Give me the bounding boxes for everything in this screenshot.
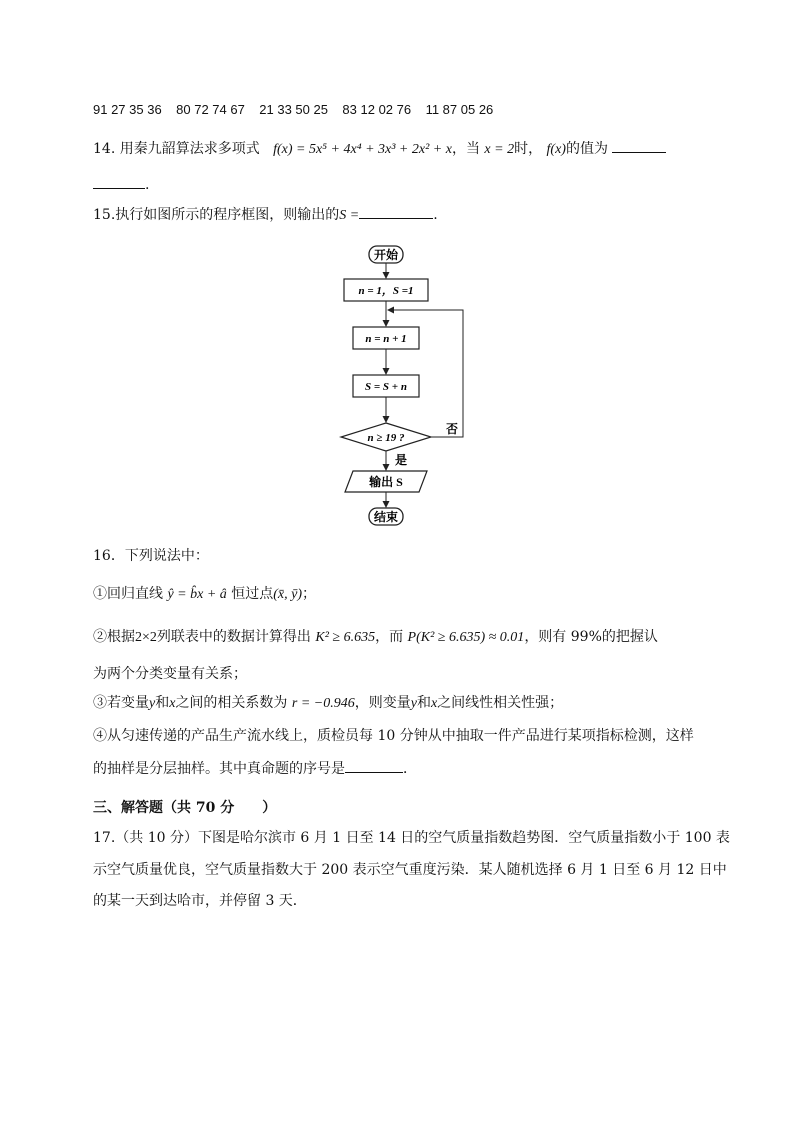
q17-line2: 示空气质量优良，空气质量指数大于 200 表示空气重度污染．某人随机选择 6 月 1 日至 6 月 12 日中 <box>93 862 727 878</box>
random-group: 21 33 50 25 <box>259 102 328 117</box>
q14-answer-blank-cont[interactable] <box>93 174 145 189</box>
q16-item3-x: x <box>169 696 176 711</box>
random-group: 80 72 74 67 <box>176 102 245 117</box>
q15-text: 15.执行如图所示的程序框图，则输出的 <box>93 207 340 223</box>
random-number-row <box>93 100 493 120</box>
question-16-item2-cont <box>93 664 247 684</box>
question-15 <box>93 204 438 226</box>
question-17-line2 <box>93 860 727 880</box>
q16-item3-mid2: ，则变量 <box>354 695 411 711</box>
output-label: 输出 S <box>369 475 403 489</box>
q16-item3-end: 之间线性相关性强； <box>437 695 564 711</box>
q16-item2-cont: 为两个分类变量有关系； <box>93 666 247 682</box>
question-14-cont <box>93 174 149 195</box>
decision-label: n ≥ 19 ? <box>367 432 405 444</box>
yes-label: 是 <box>394 453 408 467</box>
q14-condition: x = 2 <box>484 142 515 157</box>
q16-intro: 16．下列说法中： <box>93 548 209 564</box>
q16-period: ． <box>403 761 417 777</box>
q15-var: S = <box>339 208 360 223</box>
q16-item3-and: 和 <box>155 695 170 711</box>
q16-item4-line2: 的抽样是分层抽样。其中真命题的序号是 <box>93 761 345 777</box>
step1-label: n = n + 1 <box>365 333 407 345</box>
q16-item1-mid: 恒过点 <box>231 586 274 602</box>
q16-item2-p: P(K² ≥ 6.635) ≈ 0.01 <box>407 630 525 645</box>
section-3-title-text: 三、解答题（共 70 分 ） <box>93 800 277 816</box>
q17-line1: 17.（共 10 分）下图是哈尔滨市 6 月 1 日至 14 日的空气质量指数趋势图．空气质量指数小于 100 表 <box>93 830 730 846</box>
question-16-item2 <box>93 627 658 648</box>
end-label: 结束 <box>373 510 399 524</box>
question-16-intro <box>93 546 209 566</box>
q14-value-expr: f(x) <box>546 142 566 157</box>
q16-item1-formula: ŷ = b̂x + â <box>167 587 227 602</box>
q16-item2-k: K² ≥ 6.635 <box>315 630 376 645</box>
q16-answer-blank[interactable] <box>345 758 403 773</box>
question-16-item3 <box>93 693 563 714</box>
q14-middle2: 时， <box>514 141 543 157</box>
q16-item3-r: r = −0.946 <box>291 696 355 711</box>
q14-middle: ，当 <box>451 141 480 157</box>
question-14 <box>93 138 666 160</box>
question-16-item1 <box>93 584 316 605</box>
program-flowchart <box>330 240 480 535</box>
q16-item3-mid: 之间的相关系数为 <box>175 695 288 711</box>
random-group: 11 87 05 26 <box>425 102 494 117</box>
q14-formula: f(x) = 5x⁵ + 4x⁴ + 3x³ + 2x² + x <box>273 142 452 157</box>
q16-item3-prefix: ③若变量 <box>93 695 149 711</box>
question-16-item4 <box>93 726 694 746</box>
q14-answer-blank[interactable] <box>612 138 666 153</box>
question-17-line3 <box>93 891 307 911</box>
start-label: 开始 <box>373 248 399 262</box>
q16-item3-y2: y <box>410 696 417 711</box>
no-label: 否 <box>445 422 459 436</box>
random-group: 83 12 02 76 <box>342 102 412 117</box>
q16-item1-prefix: ①回归直线 <box>93 586 163 602</box>
q16-item1-end: ； <box>302 586 316 602</box>
q14-period: . <box>145 177 150 193</box>
q16-item2-mid: 列联表中的数据计算得出 <box>156 629 311 645</box>
q16-item2-table: 2×2 <box>135 630 157 645</box>
section-3-title <box>93 798 276 818</box>
q14-prefix: 14. 用秦九韶算法求多项式 <box>93 141 260 157</box>
q17-line3: 的某一天到达哈市，并停留 3 天． <box>93 893 307 909</box>
question-17-line1 <box>93 828 730 848</box>
init-label: n = 1，S =1 <box>358 285 414 297</box>
question-16-item4-cont <box>93 758 417 779</box>
q15-answer-blank[interactable] <box>359 204 433 219</box>
q16-item2-mid2: ，而 <box>375 629 404 645</box>
step2-label: S = S + n <box>365 381 407 393</box>
q16-item3-x2: x <box>430 696 438 711</box>
q16-item1-point: (x̄, ȳ) <box>273 587 302 602</box>
q16-item4-line1: ④从匀速传递的产品生产流水线上，质检员每 10 分钟从中抽取一件产品进行某项指标检测，这样 <box>93 728 694 744</box>
q15-period: . <box>433 207 438 223</box>
random-group: 91 27 35 36 <box>93 102 162 117</box>
q16-item2-end: ，则有 99%的把握认 <box>524 629 658 645</box>
q16-item3-y: y <box>149 696 156 711</box>
q14-suffix: 的值为 <box>565 141 608 157</box>
q16-item2-prefix: ②根据 <box>93 629 135 645</box>
q16-item3-and2: 和 <box>416 695 431 711</box>
